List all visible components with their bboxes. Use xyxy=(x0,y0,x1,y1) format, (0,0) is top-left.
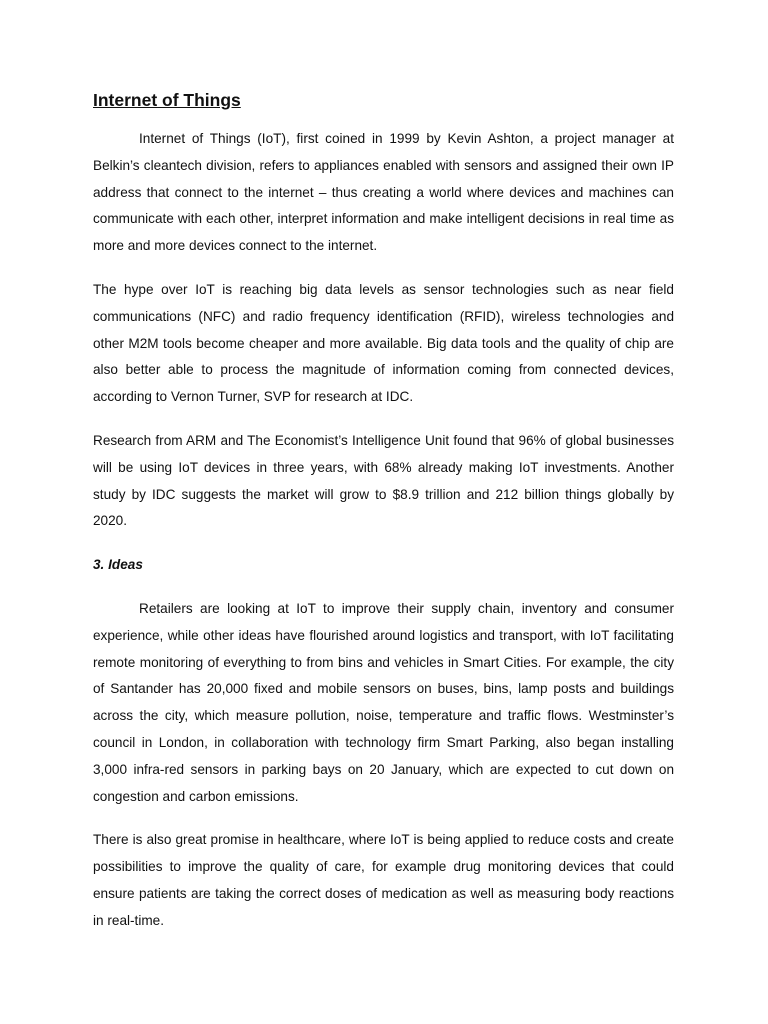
document-title: Internet of Things xyxy=(93,90,241,110)
paragraph-retail-smart-cities: Retailers are looking at IoT to improve their supply chain, inventory and consumer experience, while other ideas have flourished around logistics and transport, with IoT facilitating remote monitoring of everything to from bins and vehicles in Smart Cities. For example, the city of Santander has 20,000 fixed and mobile sensors on buses, bins, lamp posts and buildings across the city, which measure pollution, noise, temperature and traffic flows. Westminster’s council in London, in collaboration with technology firm Smart Parking, also began installing 3,000 infra-red sensors in parking bays on 20 January, which are expected to cut down on congestion and carbon emissions. xyxy=(93,600,674,804)
document-body xyxy=(93,88,674,952)
paragraph-iot-hype: The hype over IoT is reaching big data levels as sensor technologies such as near field communications (NFC) and radio frequency identification (RFID), wireless technologies and other M2M tools become cheaper and more available. Big data tools and the quality of chip are also better able to process the magnitude of information coming from connected devices, according to Vernon Turner, SVP for research at IDC. xyxy=(93,281,674,405)
paragraph-iot-definition: Internet of Things (IoT), first coined in 1999 by Kevin Ashton, a project manager at Belkin’s cleantech division, refers to appliances enabled with sensors and assigned their own IP address that connect to the internet – thus creating a world where devices and machines can communicate with each other, interpret information and make intelligent decisions in real time as more and more devices connect to the internet. xyxy=(93,131,674,254)
paragraph-healthcare: There is also great promise in healthcare, where IoT is being applied to reduce costs and create possibilities to improve the quality of care, for example drug monitoring devices that could ensure patients are taking the correct doses of medication as well as measuring body reactions in real-time. xyxy=(93,832,674,928)
section-heading-ideas: 3. Ideas xyxy=(93,557,143,573)
paragraph-iot-research: Research from ARM and The Economist’s Intelligence Unit found that 96% of global businesses will be using IoT devices in three years, with 68% already making IoT investments. Another study by IDC suggests the market will grow to $8.9 trillion and 212 billion things globally by 2020. xyxy=(93,432,674,529)
